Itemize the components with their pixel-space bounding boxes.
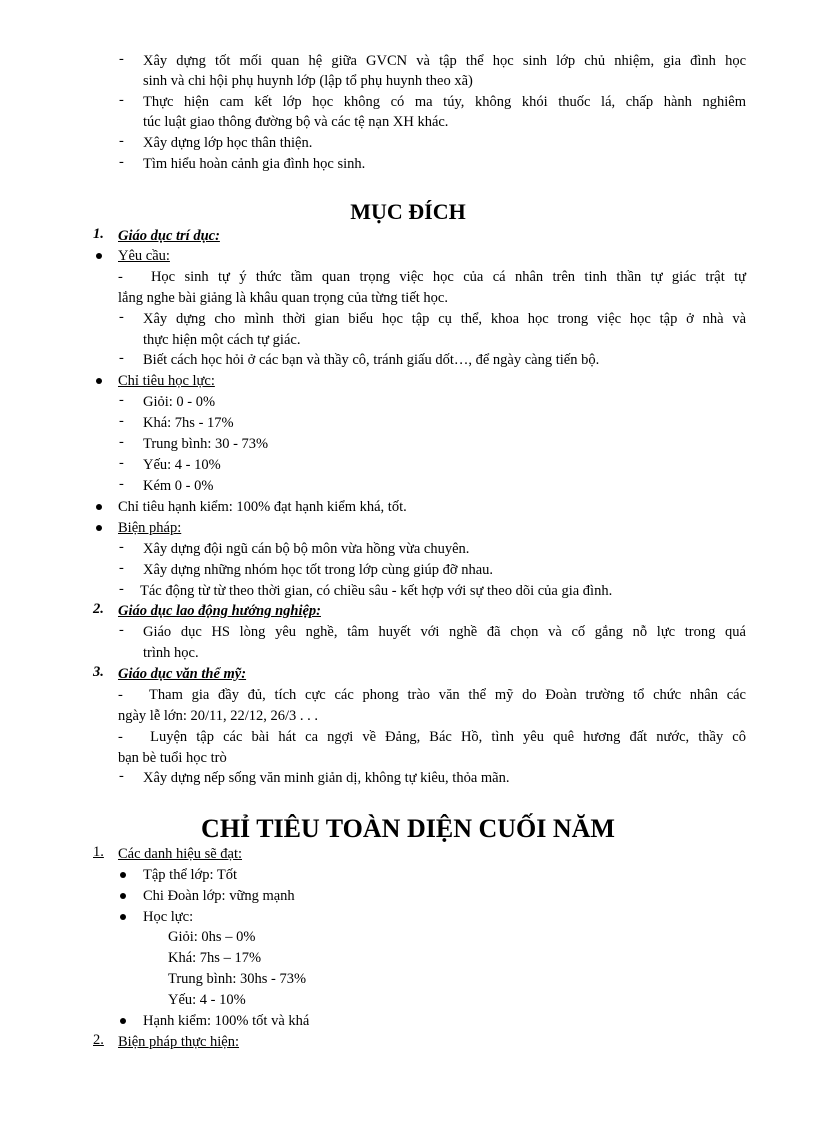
- list-item: Khá: 7hs – 17%: [168, 950, 262, 966]
- section-number: 3.: [93, 664, 104, 680]
- list-item: Tìm hiểu hoàn cảnh gia đình học sinh.: [143, 156, 366, 172]
- list-dash: -: [119, 154, 124, 170]
- list-item: Xây dựng cho mình thời gian biểu học tập cụ thể, khoa học trong việc học tập ở nhà và: [143, 311, 746, 327]
- list-dash: -: [119, 392, 124, 408]
- list-dash: -: [119, 350, 124, 366]
- list-item: Trung bình: 30hs - 73%: [168, 971, 307, 987]
- list-dash: -: [119, 434, 124, 450]
- list-item: Chi Đoàn lớp: vững mạnh: [143, 888, 295, 904]
- subsection-heading: Giáo dục lao động hướng nghiệp:: [118, 603, 321, 619]
- paragraph: - Học sinh tự ý thức tầm quan trọng việc học của cá nhân trên tinh thần tự giác trật tự: [118, 269, 746, 285]
- list-item: túc luật giao thông đường bộ và các tệ nạn XH khác.: [143, 114, 449, 130]
- bullet-icon: [96, 253, 102, 259]
- list-item: thực hiện một cách tự giác.: [143, 332, 301, 348]
- list-item: Xây dựng những nhóm học tốt trong lớp cùng giúp đỡ nhau.: [143, 562, 494, 578]
- bullet-icon: [120, 872, 126, 878]
- list-dash: -: [119, 560, 124, 576]
- list-dash: -: [119, 455, 124, 471]
- list-item: Yếu: 4 - 10%: [168, 992, 246, 1008]
- section-number: 2.: [93, 1032, 104, 1048]
- list-dash: -: [119, 133, 124, 149]
- list-item: Giỏi: 0 - 0%: [143, 394, 216, 410]
- paragraph: - Tham gia đầy đủ, tích cực các phong trào văn thể mỹ do Đoàn trường tổ chức nhân các: [118, 687, 746, 703]
- paragraph: lắng nghe bài giảng là khâu quan trọng của từng tiết học.: [118, 290, 448, 306]
- section-title: MỤC ĐÍCH: [350, 199, 466, 224]
- list-item: Kém 0 - 0%: [143, 478, 214, 494]
- list-heading: Biện pháp:: [118, 520, 182, 536]
- subsection-heading: Giáo dục trí dục:: [118, 228, 220, 244]
- paragraph: - Luyện tập các bài hát ca ngợi về Đảng, Bác Hồ, tình yêu quê hương đất nước, thầy cô: [118, 729, 746, 745]
- list-item: Xây dựng đội ngũ cán bộ bộ môn vừa hồng vừa chuyên.: [143, 541, 470, 557]
- section-number: 1.: [93, 844, 104, 860]
- list-item: Tập thể lớp: Tốt: [143, 867, 237, 883]
- list-item: Xây dựng tốt mối quan hệ giữa GVCN và tập thể học sinh lớp chủ nhiệm, gia đình học: [143, 53, 746, 69]
- list-item: Giỏi: 0hs – 0%: [168, 929, 256, 945]
- list-dash: -: [119, 51, 124, 67]
- list-heading: Yêu cầu:: [118, 248, 170, 264]
- list-item: trình học.: [143, 645, 199, 661]
- subsection-heading: Các danh hiệu sẽ đạt:: [118, 846, 243, 862]
- list-item: Trung bình: 30 - 73%: [143, 436, 269, 452]
- list-dash: -: [119, 581, 124, 597]
- list-item: Giáo dục HS lòng yêu nghề, tâm huyết với nghề đã chọn và cố gắng nỗ lực trong quá: [143, 624, 746, 640]
- subsection-heading: Giáo dục văn thể mỹ:: [118, 666, 247, 682]
- list-item: Chỉ tiêu hạnh kiểm: 100% đạt hạnh kiểm khá, tốt.: [118, 499, 407, 515]
- bullet-icon: [120, 1018, 126, 1024]
- section-number: 2.: [93, 601, 104, 617]
- list-dash: -: [119, 768, 124, 784]
- bullet-icon: [120, 914, 126, 920]
- list-item: Xây dựng nếp sống văn minh giản dị, không tự kiêu, thỏa mãn.: [143, 770, 510, 786]
- list-dash: -: [119, 309, 124, 325]
- list-dash: -: [119, 92, 124, 108]
- list-dash: -: [119, 476, 124, 492]
- bullet-icon: [96, 504, 102, 510]
- list-item: Thực hiện cam kết lớp học không có ma túy, không khói thuốc lá, chấp hành nghiêm: [143, 94, 746, 110]
- list-item: Tác động từ từ theo thời gian, có chiều sâu - kết hợp với sự theo dõi của gia đình.: [140, 583, 613, 599]
- list-dash: -: [119, 413, 124, 429]
- section-title: CHỈ TIÊU TOÀN DIỆN CUỐI NĂM: [201, 814, 615, 843]
- list-item: Xây dựng lớp học thân thiện.: [143, 135, 313, 151]
- section-number: 1.: [93, 226, 104, 242]
- list-item: Hạnh kiểm: 100% tốt và khá: [143, 1013, 310, 1029]
- bullet-icon: [96, 378, 102, 384]
- list-dash: -: [119, 622, 124, 638]
- list-item: Biết cách học hỏi ở các bạn và thầy cô, tránh giấu dốt…, để ngày càng tiến bộ.: [143, 352, 600, 368]
- subsection-heading: Biện pháp thực hiện:: [118, 1034, 240, 1050]
- paragraph: ngày lễ lớn: 20/11, 22/12, 26/3 . . .: [118, 708, 319, 724]
- list-heading: Chỉ tiêu học lực:: [118, 373, 215, 389]
- list-item: Yếu: 4 - 10%: [143, 457, 221, 473]
- paragraph: bạn bè tuổi học trò: [118, 750, 227, 766]
- list-item: Học lực:: [143, 909, 194, 925]
- bullet-icon: [96, 525, 102, 531]
- list-dash: -: [119, 539, 124, 555]
- list-item: Khá: 7hs - 17%: [143, 415, 234, 431]
- bullet-icon: [120, 893, 126, 899]
- list-item: sinh và chi hội phụ huynh lớp (lập tổ phụ huynh theo xã): [143, 73, 473, 89]
